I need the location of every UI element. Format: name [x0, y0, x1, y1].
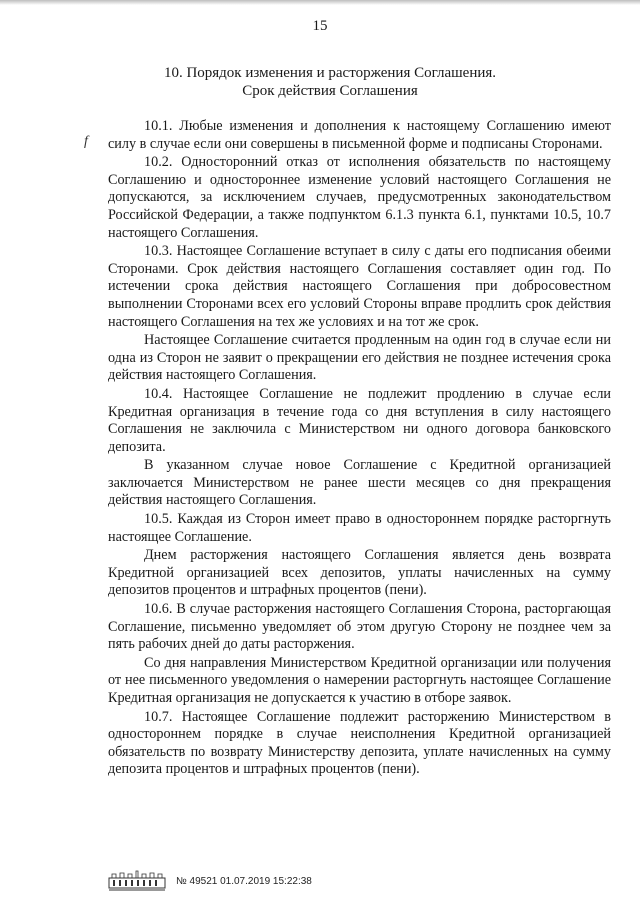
footer	[108, 868, 312, 894]
margin-handwritten-mark: f	[84, 134, 88, 149]
paragraph-10-6-continued: Со дня направления Министерством Кредитной организации или получения от нее письменного уведомления о намерении расторгнуть настоящее Соглашение Кредитная организация не допускается к участию в отборе заявок.	[108, 654, 611, 706]
paragraph-10-7: 10.7. Настоящее Соглашение подлежит расторжению Министерством в одностороннем порядке в случае неисполнения Кредитной организацией обязательств по возврату Министерству депозита, уплате начисленных на сумму депозита процентов и штрафных процентов (пени).	[108, 708, 611, 778]
page-number: 15	[312, 18, 328, 34]
registration-number: № 49521 01.07.2019 15:22:38	[176, 875, 312, 887]
paragraph-10-6: 10.6. В случае расторжения настоящего Соглашения Сторона, расторгающая Соглашение, письменно уведомляет об этом другую Сторону не позднее чем за пять рабочих дней до даты расторжения.	[108, 601, 611, 653]
document-body	[108, 118, 611, 780]
heading-line-2: Срок действия Соглашения	[242, 83, 418, 99]
scan-edge	[0, 0, 640, 5]
section-heading	[120, 64, 540, 100]
paragraph-10-4-continued: В указанном случае новое Соглашение с Кредитной организацией заключается Министерством не ранее шести месяцев со дня прекращения действия настоящего Соглашения.	[108, 457, 611, 509]
paragraph-10-4: 10.4. Настоящее Соглашение не подлежит продлению в случае если Кредитная организация в течение года со дня вступления в силу настоящего Соглашения не заключила с Министерством ни одного договора банковского депозита.	[108, 385, 611, 455]
registry-stamp-icon	[108, 870, 166, 892]
paragraph-10-5: 10.5. Каждая из Сторон имеет право в одностороннем порядке расторгнуть настоящее Соглашение.	[108, 511, 611, 545]
paragraph-10-2: 10.2. Односторонний отказ от исполнения обязательств по настоящему Соглашению и одностороннее изменение условий настоящего Соглашения не допускаются, за исключением случаев, предусмотренных законодательством Российской Федерации, а также подпунктом 6.1.3 пункта 6.1, пунктами 10.5, 10.7 настоящего Соглашения.	[108, 154, 611, 241]
paragraph-10-5-continued: Днем расторжения настоящего Соглашения является день возврата Кредитной организацией всех депозитов, уплаты начисленных на сумму депозитов процентов и штрафных процентов (пени).	[108, 547, 611, 599]
paragraph-10-1: 10.1. Любые изменения и дополнения к настоящему Соглашению имеют силу в случае если они совершены в письменной форме и подписаны Сторонами.	[108, 118, 611, 152]
paragraph-10-3: 10.3. Настоящее Соглашение вступает в силу с даты его подписания обеими Сторонами. Срок действия настоящего Соглашения составляет один год. По истечении срока действия настоящего Соглашения при добросовестном выполнении Сторонами всех его условий Стороны вправе продлить срок действия настоящего Соглашения на тех же условиях и на тот же срок.	[108, 243, 611, 330]
heading-line-1: 10. Порядок изменения и расторжения Соглашения.	[163, 65, 497, 81]
paragraph-10-3-continued: Настоящее Соглашение считается продленным на один год в случае если ни одна из Сторон не заявит о прекращении его действия не позднее истечения срока действия настоящего Соглашения.	[108, 332, 611, 384]
